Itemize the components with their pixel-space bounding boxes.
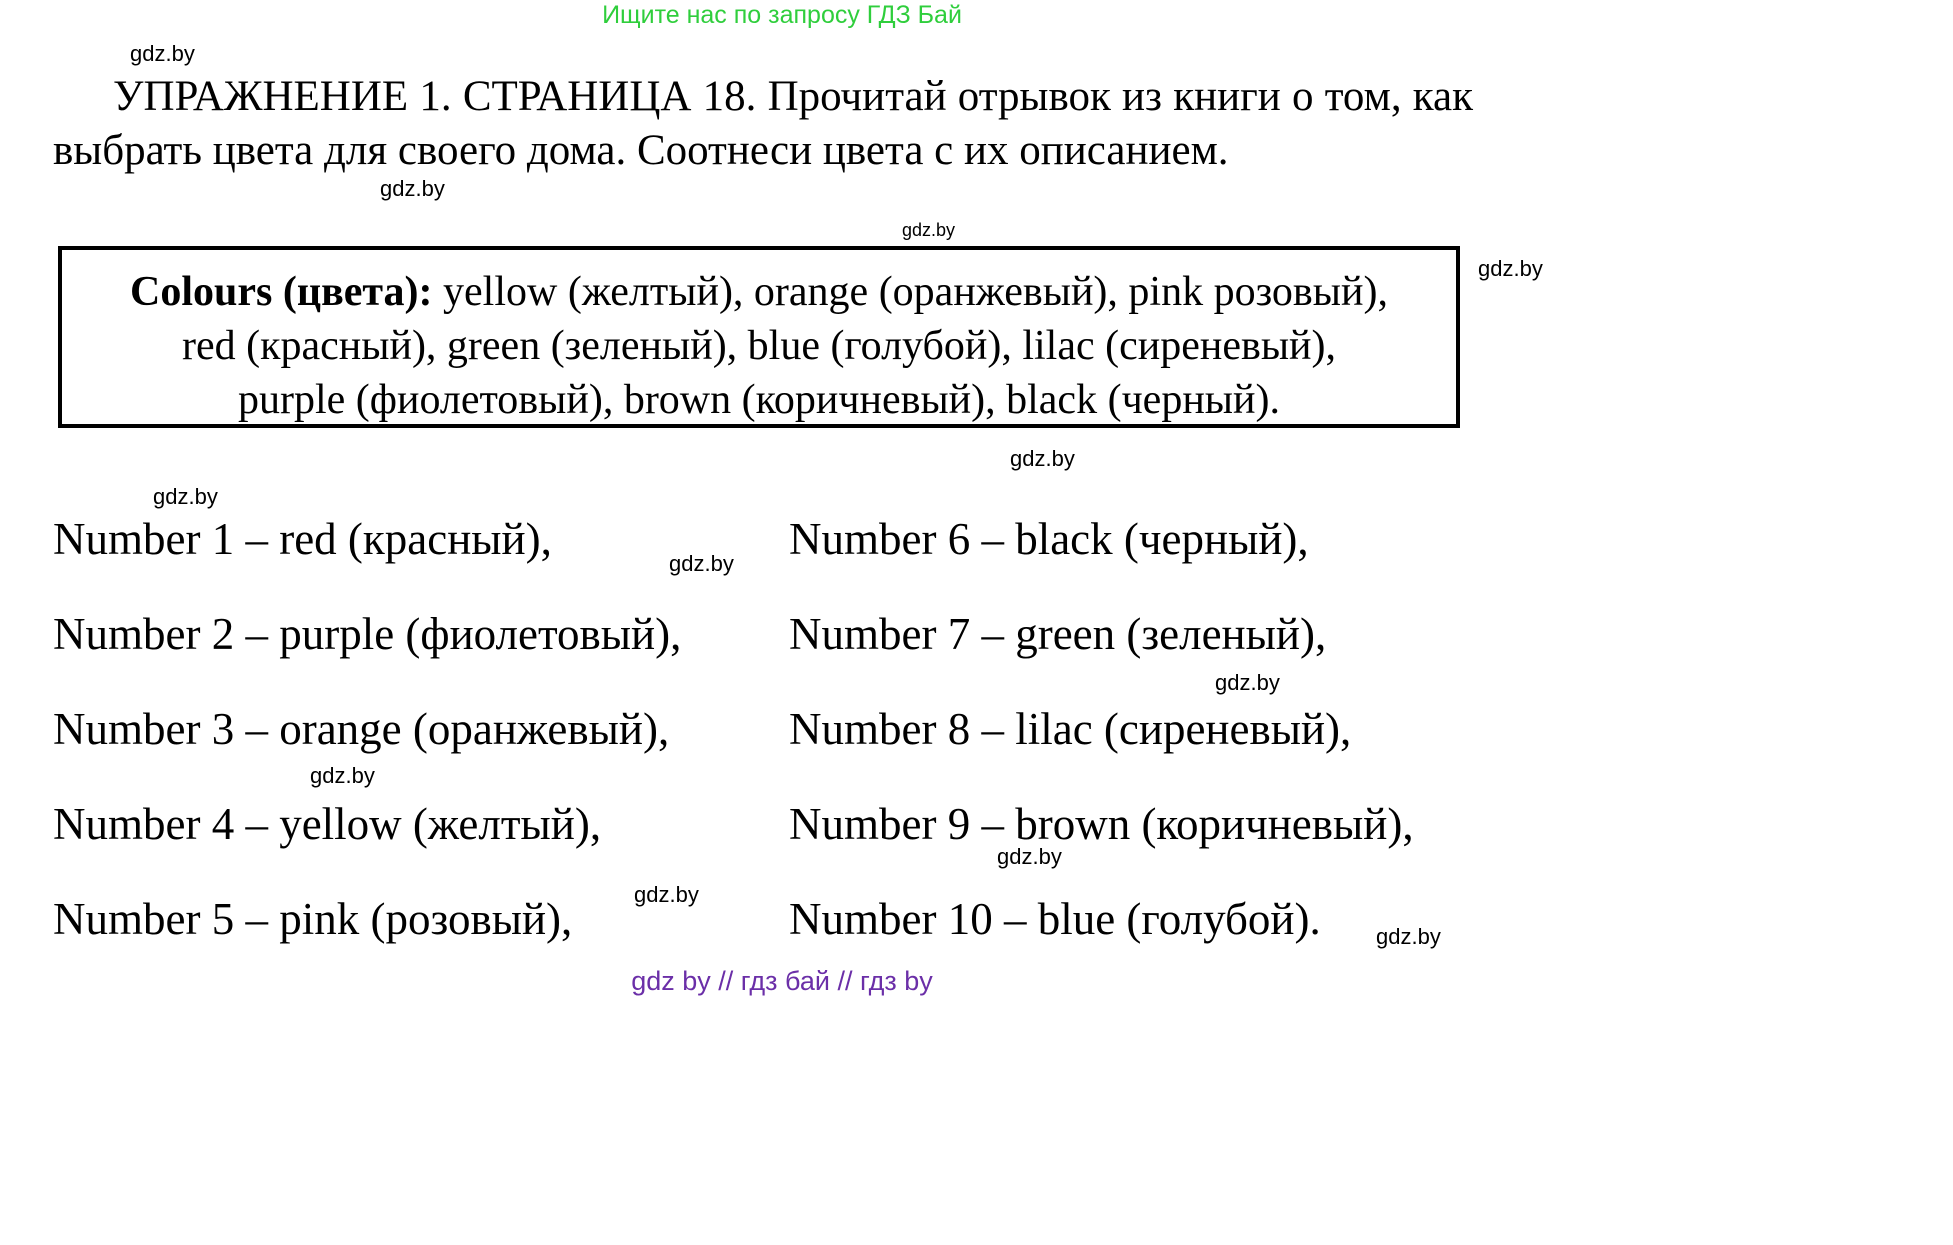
footer-links: gdz by // гдз бай // гдз by [631,966,933,996]
watermark: gdz.by [380,176,445,201]
colours-line-3: purple (фиолетовый), brown (коричневый), black (черный). [237,377,1280,423]
answer-4: Number 4 – yellow (желтый), [53,799,602,849]
answer-6: Number 6 – black (черный), [789,514,1309,564]
watermark: gdz.by [902,220,956,240]
search-banner: Ищите нас по запросу ГДЗ Бай [602,1,962,29]
answer-9: Number 9 – brown (коричневый), [789,799,1414,849]
colours-line-2: red (красный), green (зеленый), blue (голубой), lilac (сиреневый), [181,323,1337,369]
answer-5: Number 5 – pink (розовый), [53,894,573,944]
answer-7: Number 7 – green (зеленый), [789,609,1327,659]
colours-box [58,246,1460,428]
watermark: gdz.by [153,484,218,509]
watermark: gdz.by [130,41,195,66]
colours-line-1 [62,265,1456,319]
answer-8: Number 8 – lilac (сиреневый), [789,704,1352,754]
watermark: gdz.by [669,551,734,576]
watermark: gdz.by [310,763,375,788]
watermark: gdz.by [634,882,699,907]
answer-2: Number 2 – purple (фиолетовый), [53,609,682,659]
answer-3: Number 3 – orange (оранжевый), [53,704,670,754]
watermark: gdz.by [1215,670,1280,695]
answer-10: Number 10 – blue (голубой). [789,894,1321,944]
colours-lead: Colours (цвета): [130,269,433,315]
task-heading: УПРАЖНЕНИЕ 1. СТРАНИЦА 18. Прочитай отрывок из книги о том, как выбрать цвета для своего дома. Соотнеси цвета с их описанием. [53,73,1473,174]
watermark: gdz.by [1376,924,1441,949]
answer-1: Number 1 – red (красный), [53,514,552,564]
watermark: gdz.by [997,844,1062,869]
colours-line-1-rest: yellow (желтый), orange (оранжевый), pink розовый), [432,269,1388,315]
watermark: gdz.by [1010,446,1075,471]
watermark: gdz.by [1478,256,1543,281]
